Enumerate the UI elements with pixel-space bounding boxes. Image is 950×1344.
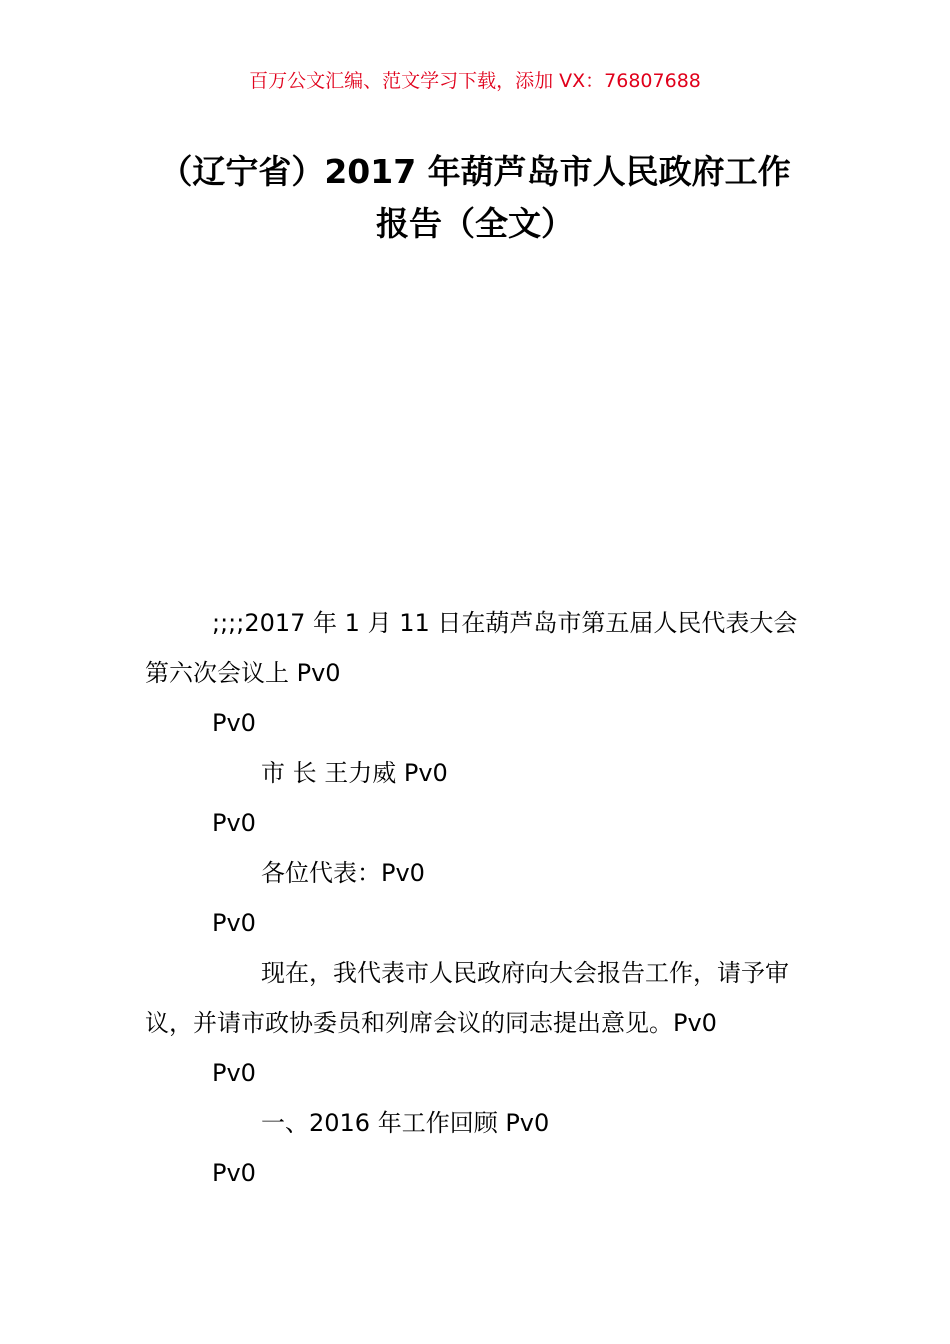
header-note: 百万公文汇编、范文学习下载，添加 VX：76807688	[249, 70, 701, 92]
paragraph-mayor: 市 长 王力威 Pv0	[261, 759, 448, 787]
paragraph-report-intro: 现在，我代表市人民政府向大会报告工作，请予审议，并请市政协委员和列席会议的同志提出意见。Pv0	[145, 959, 789, 1037]
paragraph-marker: Pv0	[212, 709, 256, 737]
document-title-line-1: （辽宁省）2017 年葫芦岛市人民政府工作	[159, 152, 791, 191]
paragraph-marker: Pv0	[212, 1159, 256, 1187]
section-heading-review: 一、2016 年工作回顾 Pv0	[261, 1109, 550, 1137]
paragraph-salutation: 各位代表：Pv0	[261, 859, 425, 887]
document-title-line-2: 报告（全文）	[376, 204, 574, 243]
document-body	[145, 598, 810, 1198]
paragraph-marker: Pv0	[212, 1059, 256, 1087]
paragraph-meeting-info: ;;;;2017 年 1 月 11 日在葫芦岛市第五届人民代表大会第六次会议上 Pv0	[145, 609, 798, 687]
paragraph-marker: Pv0	[212, 909, 256, 937]
document-title	[120, 146, 830, 250]
paragraph-marker: Pv0	[212, 809, 256, 837]
